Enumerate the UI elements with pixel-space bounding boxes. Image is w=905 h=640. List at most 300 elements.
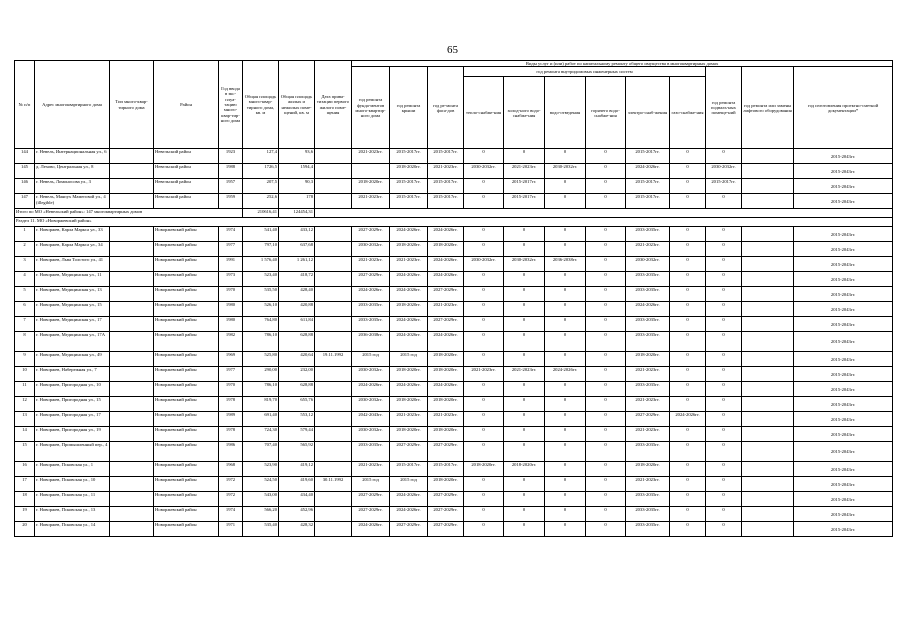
cell-type	[110, 412, 154, 427]
cell-design: 2015-2043гг.	[794, 462, 893, 477]
cell-type	[110, 477, 154, 492]
cell-year: 1974	[219, 227, 243, 242]
cell-electric: 2033-2035гг.	[626, 382, 670, 397]
cell-cold-water: 0	[504, 507, 545, 522]
cell-facade: 2015-2017гг.	[428, 194, 464, 209]
table-row	[15, 477, 893, 492]
cell-district: Новоржевский район	[154, 352, 219, 367]
cell-design: 2015-2043гг.	[794, 442, 893, 462]
table-row	[15, 427, 893, 442]
cell-facade: 2021-2023гг.	[428, 302, 464, 317]
cell-roof: 2024-2026гг.	[390, 227, 428, 242]
total-area-sum: 210616,41	[243, 209, 279, 218]
cell-gas: 0	[670, 242, 706, 257]
cell-num: 1	[15, 227, 35, 242]
cell-foundation: 2024-2026гг.	[352, 287, 390, 302]
cell-heating: 2021-2023гг.	[464, 367, 504, 382]
cell-electric: 2033-2035гг.	[626, 522, 670, 537]
cell-year: 1988	[219, 164, 243, 179]
cell-design: 2015-2043гг.	[794, 332, 893, 352]
cell-drainage: 0	[545, 194, 586, 209]
cell-design: 2015-2043гг.	[794, 227, 893, 242]
cell-type	[110, 242, 154, 257]
cell-total-area: 786,10	[243, 332, 279, 352]
cell-num: 10	[15, 367, 35, 382]
cell-roof: 2018-2020гг.	[390, 164, 428, 179]
cell-hot-water: 0	[586, 272, 626, 287]
cell-district: Новоржевский район	[154, 427, 219, 442]
cell-roof: 2024-2026гг.	[390, 272, 428, 287]
cell-basement: 0	[706, 382, 742, 397]
cell-district: Новоржевский район	[154, 272, 219, 287]
cell-roof: 2018-2020гг.	[390, 242, 428, 257]
cell-facade: 2018-2020гг.	[428, 397, 464, 412]
table-row	[15, 242, 893, 257]
cell-basement: 0	[706, 492, 742, 507]
cell-privatization	[315, 397, 352, 412]
cell-year: 1968	[219, 462, 243, 477]
cell-design: 2015-2043гг.	[794, 242, 893, 257]
cell-drainage: 0	[545, 442, 586, 462]
cell-year: 1923	[219, 149, 243, 164]
cell-facade: 2024-2026гг.	[428, 382, 464, 397]
cell-cold-water: 2015-2017гг.	[504, 179, 545, 194]
cell-hot-water: 0	[586, 507, 626, 522]
cell-facade: 2024-2026гг.	[428, 272, 464, 287]
cell-elevator	[742, 477, 794, 492]
cell-hot-water: 0	[586, 194, 626, 209]
cell-privatization	[315, 149, 352, 164]
cell-hot-water: 0	[586, 257, 626, 272]
cell-district: Новоржевский район	[154, 442, 219, 462]
cell-year: 1986	[219, 442, 243, 462]
cell-address: г. Новоржев, Псковская ул., 13	[35, 507, 110, 522]
cell-gas: 0	[670, 352, 706, 367]
cell-roof: 2015 год	[390, 477, 428, 492]
cell-elevator	[742, 462, 794, 477]
cell-type	[110, 352, 154, 367]
header-gas: газо-снабже-ния	[670, 77, 706, 149]
cell-electric: 2030-2032гг.	[626, 257, 670, 272]
cell-hot-water: 0	[586, 179, 626, 194]
cell-address: г. Новоржев, Промышленный пер., 4	[35, 442, 110, 462]
cell-basement: 0	[706, 272, 742, 287]
table-row	[15, 507, 893, 522]
cell-hot-water: 0	[586, 427, 626, 442]
cell-foundation: 2027-2029гг.	[352, 272, 390, 287]
cell-gas: 0	[670, 462, 706, 477]
cell-electric: 2021-2023гг.	[626, 242, 670, 257]
cell-gas: 0	[670, 194, 706, 209]
cell-basement: 0	[706, 242, 742, 257]
cell-drainage: 0	[545, 462, 586, 477]
cell-living-area: 90,3	[279, 179, 315, 194]
cell-basement: 0	[706, 149, 742, 164]
cell-num: 3	[15, 257, 35, 272]
cell-living-area: 420,88	[279, 302, 315, 317]
cell-privatization	[315, 507, 352, 522]
cell-num: 14	[15, 427, 35, 442]
cell-foundation: 2042-2043гг.	[352, 412, 390, 427]
cell-district: Новоржевский район	[154, 397, 219, 412]
cell-elevator	[742, 317, 794, 332]
cell-address: г. Новоржев, Пригородная ул., 15	[35, 397, 110, 412]
cell-gas: 0	[670, 492, 706, 507]
cell-type	[110, 302, 154, 317]
cell-cold-water: 2018-2020гг.	[504, 462, 545, 477]
total-empty	[315, 209, 893, 218]
cell-drainage: 0	[545, 302, 586, 317]
cell-type	[110, 194, 154, 209]
cell-year: 1973	[219, 272, 243, 287]
cell-elevator	[742, 227, 794, 242]
cell-type	[110, 227, 154, 242]
cell-cold-water: 2021-2023гг.	[504, 164, 545, 179]
cell-living-area: 419,12	[279, 462, 315, 477]
cell-district: Невельский район	[154, 194, 219, 209]
cell-drainage: 0	[545, 427, 586, 442]
cell-cold-water: 0	[504, 227, 545, 242]
cell-cold-water: 0	[504, 149, 545, 164]
cell-living-area: 419,60	[279, 477, 315, 492]
cell-cold-water: 0	[504, 412, 545, 427]
cell-num: 6	[15, 302, 35, 317]
cell-privatization	[315, 442, 352, 462]
table-row	[15, 287, 893, 302]
cell-roof: 2018-2020гг.	[390, 367, 428, 382]
cell-foundation: 2033-2035гг.	[352, 302, 390, 317]
cell-address: г. Новоржев, Медицинская ул., 13	[35, 287, 110, 302]
cell-gas: 0	[670, 367, 706, 382]
cell-year: 1977	[219, 367, 243, 382]
cell-basement: 0	[706, 257, 742, 272]
header-roof: год ремонта крыши	[390, 67, 428, 149]
cell-cold-water: 0	[504, 427, 545, 442]
cell-roof: 2015-2017гг.	[390, 194, 428, 209]
cell-living-area: 565,92	[279, 442, 315, 462]
table-body-top	[15, 149, 893, 209]
cell-type	[110, 507, 154, 522]
capital-repair-table	[14, 60, 893, 537]
cell-type	[110, 367, 154, 382]
header-engineering-group: год ремонта внутридомовых инженерных систем	[464, 67, 706, 77]
cell-living-area: 655,76	[279, 397, 315, 412]
cell-address: г. Новоржев, Медицинская ул., 17	[35, 317, 110, 332]
cell-facade: 2018-2020гг.	[428, 477, 464, 492]
cell-privatization	[315, 317, 352, 332]
cell-total-area: 290,00	[243, 367, 279, 382]
table-row	[15, 522, 893, 537]
cell-facade: 2024-2026гг.	[428, 227, 464, 242]
cell-design: 2015-2043гг.	[794, 352, 893, 367]
cell-cold-water: 2021-2023гг.	[504, 367, 545, 382]
table-row	[15, 367, 893, 382]
cell-gas: 0	[670, 317, 706, 332]
cell-drainage: 0	[545, 227, 586, 242]
cell-privatization	[315, 257, 352, 272]
cell-drainage: 0	[545, 242, 586, 257]
cell-year: 1970	[219, 382, 243, 397]
cell-living-area: 420,64	[279, 352, 315, 367]
cell-living-area: 418,72	[279, 272, 315, 287]
cell-address: г. Невель, Интернациональная ул., 6	[35, 149, 110, 164]
cell-privatization: 30.11.1992	[315, 477, 352, 492]
cell-address: г. Новоржев, Карла Маркса ул., 33	[35, 227, 110, 242]
page-number: 65	[447, 44, 458, 56]
cell-hot-water: 0	[586, 149, 626, 164]
cell-drainage: 0	[545, 477, 586, 492]
cell-heating: 0	[464, 179, 504, 194]
cell-total-area: 786,10	[243, 382, 279, 397]
cell-total-area: 797,10	[243, 242, 279, 257]
cell-privatization	[315, 367, 352, 382]
cell-year: 1957	[219, 179, 243, 194]
cell-address: г. Новоржев, Набережная ул., 7	[35, 367, 110, 382]
cell-elevator	[742, 427, 794, 442]
header-address: Адрес многоквартирного дома	[35, 61, 110, 149]
cell-heating: 0	[464, 492, 504, 507]
cell-privatization: 19.11.1992	[315, 352, 352, 367]
cell-gas: 0	[670, 179, 706, 194]
cell-heating: 0	[464, 302, 504, 317]
cell-elevator	[742, 257, 794, 272]
cell-basement: 0	[706, 367, 742, 382]
cell-foundation: 2021-2023гг.	[352, 149, 390, 164]
table-row	[15, 352, 893, 367]
cell-facade: 2018-2020гг.	[428, 242, 464, 257]
cell-foundation: 2027-2029гг.	[352, 507, 390, 522]
table-row	[15, 164, 893, 179]
cell-heating: 0	[464, 149, 504, 164]
cell-roof: 2024-2026гг.	[390, 332, 428, 352]
cell-district: Новоржевский район	[154, 242, 219, 257]
cell-type	[110, 149, 154, 164]
cell-living-area: 628,88	[279, 332, 315, 352]
living-area-sum: 124454,31	[279, 209, 315, 218]
cell-total-area: 526,10	[243, 302, 279, 317]
cell-living-area: 428,32	[279, 522, 315, 537]
cell-electric: 2027-2029гг.	[626, 412, 670, 427]
cell-cold-water: 0	[504, 477, 545, 492]
cell-privatization	[315, 332, 352, 352]
cell-address: г. Невель, Маяпух Мамеговой ул., 4 (illegible)	[35, 194, 110, 209]
cell-address: г. Новоржев, Псковская ул., 10	[35, 477, 110, 492]
cell-roof: 2021-2023гг.	[390, 257, 428, 272]
cell-gas: 2024-2026гг.	[670, 412, 706, 427]
header-elevator: год ремонта или замены лифтового оборудования	[742, 67, 794, 149]
cell-hot-water: 0	[586, 477, 626, 492]
cell-type	[110, 287, 154, 302]
cell-basement: 0	[706, 427, 742, 442]
cell-drainage: 2036-2038гг.	[545, 257, 586, 272]
cell-district: Новоржевский район	[154, 507, 219, 522]
cell-privatization	[315, 164, 352, 179]
cell-electric: 2024-2026гг.	[626, 164, 670, 179]
cell-facade: 2027-2029гг.	[428, 287, 464, 302]
cell-basement: 0	[706, 507, 742, 522]
cell-district: Новоржевский район	[154, 227, 219, 242]
cell-privatization	[315, 382, 352, 397]
cell-year: 1982	[219, 332, 243, 352]
cell-living-area: 433,12	[279, 227, 315, 242]
cell-num: 11	[15, 382, 35, 397]
cell-hot-water: 0	[586, 302, 626, 317]
cell-living-area: 637,68	[279, 242, 315, 257]
cell-year: 1972	[219, 492, 243, 507]
cell-address: г. Новоржев, Псковская ул., 1	[35, 462, 110, 477]
table-row	[15, 194, 893, 209]
cell-electric: 2015-2017гг.	[626, 194, 670, 209]
cell-total-area: 525,80	[243, 352, 279, 367]
section-row	[15, 218, 893, 227]
cell-total-area: 252,6	[243, 194, 279, 209]
cell-cold-water: 0	[504, 382, 545, 397]
cell-electric: 2021-2023гг.	[626, 397, 670, 412]
cell-year: 1989	[219, 412, 243, 427]
cell-drainage: 0	[545, 382, 586, 397]
cell-basement: 2030-2032гг.	[706, 164, 742, 179]
cell-living-area: 579,44	[279, 427, 315, 442]
cell-total-area: 127,4	[243, 149, 279, 164]
cell-foundation: 2033-2035гг.	[352, 317, 390, 332]
table-body-section	[15, 227, 893, 537]
cell-facade: 2018-2020гг.	[428, 427, 464, 442]
cell-district: Невельский район	[154, 164, 219, 179]
cell-foundation: 2024-2026гг.	[352, 382, 390, 397]
cell-address: г. Новоржев, Пригородная ул., 10	[35, 382, 110, 397]
cell-total-area: 724,30	[243, 427, 279, 442]
cell-num: 13	[15, 412, 35, 427]
table-row	[15, 442, 893, 462]
cell-num: 7	[15, 317, 35, 332]
cell-num: 2	[15, 242, 35, 257]
cell-living-area: 452,96	[279, 507, 315, 522]
cell-num: 19	[15, 507, 35, 522]
cell-hot-water: 0	[586, 287, 626, 302]
cell-roof: 2015-2017гг.	[390, 462, 428, 477]
cell-roof: 2015-2017гг.	[390, 179, 428, 194]
table-row	[15, 149, 893, 164]
cell-address: г. Новоржев, Медицинская ул., 49	[35, 352, 110, 367]
cell-cold-water: 0	[504, 397, 545, 412]
cell-district: Невельский район	[154, 179, 219, 194]
cell-facade: 2024-2026гг.	[428, 257, 464, 272]
cell-elevator	[742, 302, 794, 317]
cell-basement: 0	[706, 194, 742, 209]
cell-district: Новоржевский район	[154, 477, 219, 492]
header-privatization-date: Дата прива-тизации первого жилого поме-щения	[315, 61, 352, 149]
table-row	[15, 397, 893, 412]
table-row	[15, 332, 893, 352]
cell-heating: 0	[464, 194, 504, 209]
cell-electric: 2033-2035гг.	[626, 227, 670, 242]
cell-design: 2015-2043гг.	[794, 397, 893, 412]
cell-gas: 0	[670, 522, 706, 537]
cell-foundation: 2015 год	[352, 352, 390, 367]
cell-total-area: 764,80	[243, 317, 279, 332]
cell-electric: 2033-2035гг.	[626, 317, 670, 332]
cell-elevator	[742, 164, 794, 179]
cell-design: 2015-2043гг.	[794, 492, 893, 507]
cell-design: 2015-2043гг.	[794, 287, 893, 302]
cell-district: Невельский район	[154, 149, 219, 164]
cell-heating: 0	[464, 227, 504, 242]
cell-cold-water: 0	[504, 302, 545, 317]
cell-basement: 0	[706, 302, 742, 317]
cell-total-area: 535,40	[243, 522, 279, 537]
cell-foundation: 2033-2035гг.	[352, 442, 390, 462]
cell-drainage: 0	[545, 492, 586, 507]
cell-design: 2015-2043гг.	[794, 317, 893, 332]
cell-drainage: 0	[545, 149, 586, 164]
cell-roof: 2015 год	[390, 352, 428, 367]
cell-num: 17	[15, 477, 35, 492]
cell-roof: 2015-2017гг.	[390, 149, 428, 164]
header-total-area: Общая площадь много-квар-тирного дома, кв. м	[243, 61, 279, 149]
cell-privatization	[315, 462, 352, 477]
cell-num: 146	[15, 179, 35, 194]
cell-foundation: 2021-2023гг.	[352, 194, 390, 209]
header-heating: тепло-снабже-ния	[464, 77, 504, 149]
cell-basement: 0	[706, 332, 742, 352]
cell-basement: 0	[706, 352, 742, 367]
cell-foundation: 2021-2023гг.	[352, 257, 390, 272]
cell-living-area: 628,88	[279, 382, 315, 397]
cell-facade: 2015-2017гг.	[428, 462, 464, 477]
cell-type	[110, 179, 154, 194]
cell-heating: 2030-2032гг.	[464, 164, 504, 179]
cell-year: 1978	[219, 397, 243, 412]
cell-elevator	[742, 412, 794, 427]
cell-total-area: 691,40	[243, 412, 279, 427]
cell-total-area: 524,50	[243, 477, 279, 492]
cell-num: 144	[15, 149, 35, 164]
cell-drainage: 0	[545, 507, 586, 522]
cell-district: Новоржевский район	[154, 492, 219, 507]
cell-cold-water: 0	[504, 242, 545, 257]
cell-drainage: 0	[545, 352, 586, 367]
cell-hot-water: 0	[586, 164, 626, 179]
cell-design: 2015-2043гг.	[794, 302, 893, 317]
cell-total-area: 1 576,40	[243, 257, 279, 272]
cell-foundation: 2030-2032гг.	[352, 427, 390, 442]
cell-type	[110, 442, 154, 462]
cell-heating: 0	[464, 522, 504, 537]
cell-type	[110, 462, 154, 477]
cell-heating: 0	[464, 287, 504, 302]
cell-type	[110, 492, 154, 507]
header-living-area: Общая площадь жилых и нежилых поме-щений, кв. м	[279, 61, 315, 149]
table-row	[15, 462, 893, 477]
cell-heating: 0	[464, 317, 504, 332]
cell-basement: 0	[706, 462, 742, 477]
cell-cold-water: 0	[504, 272, 545, 287]
cell-hot-water: 0	[586, 382, 626, 397]
cell-electric: 2015-2017гг.	[626, 179, 670, 194]
table-total	[15, 209, 893, 227]
cell-electric: 2018-2020гг.	[626, 462, 670, 477]
table-row	[15, 272, 893, 287]
cell-num: 12	[15, 397, 35, 412]
cell-design: 2015-2043гг.	[794, 522, 893, 537]
cell-heating: 0	[464, 272, 504, 287]
cell-roof: 2024-2026гг.	[390, 287, 428, 302]
header-type: Тип много-квар-тирного дома	[110, 61, 154, 149]
cell-facade: 2024-2026гг.	[428, 332, 464, 352]
cell-foundation: 2027-2029гг.	[352, 227, 390, 242]
cell-address: г. Новоржев, Пригородная ул., 17	[35, 412, 110, 427]
cell-heating: 0	[464, 382, 504, 397]
